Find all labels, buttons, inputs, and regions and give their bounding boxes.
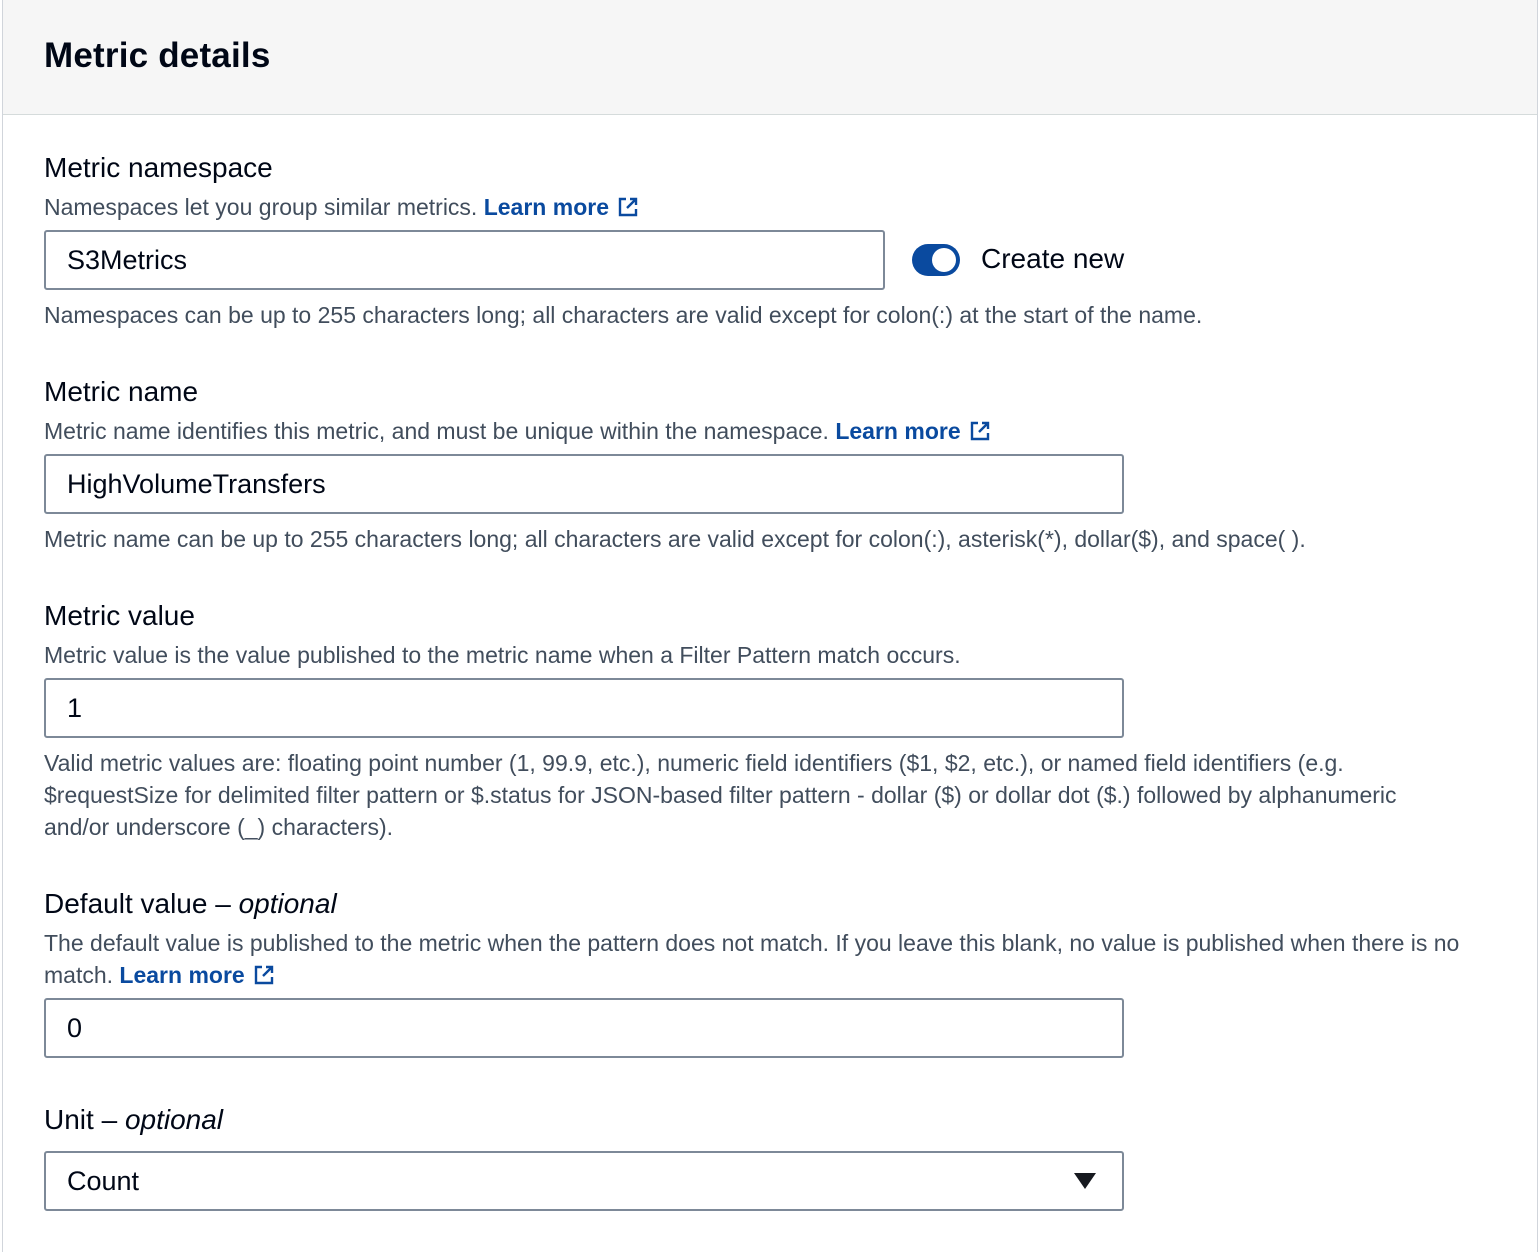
- namespace-description: Namespaces let you group similar metrics.: [44, 194, 478, 220]
- default-value-label-text: Default value: [44, 888, 208, 919]
- unit-selected-value: Count: [67, 1166, 140, 1196]
- namespace-label: Metric namespace: [44, 152, 273, 183]
- panel-title: Metric details: [44, 36, 271, 75]
- metric-value-label: Metric value: [44, 600, 195, 631]
- namespace-learn-more-link[interactable]: [484, 194, 639, 220]
- metric-value-constraint: Valid metric values are: floating point number (1, 99.9, etc.), numeric field identifiers ($1, $2, etc.), or named field identifiers (e.g. $requestSize for delimited filter pattern or $.status for JSON-based filter pattern - dollar ($) or dollar dot ($.) followed by alphanumeric and/or underscore (_) characters).: [44, 750, 1397, 840]
- external-link-icon: [253, 964, 275, 986]
- unit-label: Unit – optional: [44, 1104, 224, 1135]
- unit-select[interactable]: [44, 1151, 1124, 1211]
- unit-optional: optional: [124, 1104, 224, 1135]
- default-value-optional: optional: [238, 888, 337, 919]
- metric-name-description: Metric name identifies this metric, and must be unique within the namespace.: [44, 418, 829, 444]
- create-new-toggle[interactable]: [912, 244, 960, 276]
- metric-name-learn-more-text: Learn more: [835, 418, 961, 444]
- namespace-learn-more-text: Learn more: [483, 194, 609, 220]
- toggle-knob: [932, 248, 956, 272]
- metric-name-learn-more-link[interactable]: [835, 418, 990, 444]
- default-value-description-row: [44, 927, 1464, 991]
- metric-name-label: Metric name: [44, 376, 199, 407]
- default-value-input[interactable]: 0: [44, 998, 1124, 1058]
- namespace-constraint: Namespaces can be up to 255 characters long; all characters are valid except for colon(:) at the start of the name.: [44, 302, 1203, 328]
- create-new-label: Create new: [981, 243, 1125, 274]
- metric-name-description-row: [44, 415, 991, 447]
- default-value-label: Default value – optional: [44, 888, 337, 919]
- metric-name-input[interactable]: HighVolumeTransfers: [44, 454, 1124, 514]
- default-value-description: The default value is published to the metric when the pattern does not match. If you leave this blank, no value is published when there is no match.: [44, 930, 1460, 988]
- metric-name-constraint: Metric name can be up to 255 characters long; all characters are valid except for colon(:), asterisk(*), dollar($), and space( ).: [44, 526, 1306, 552]
- unit-label-text: Unit: [44, 1104, 94, 1135]
- metric-value-input[interactable]: 1: [44, 678, 1124, 738]
- panel-header: [3, 0, 1537, 115]
- metric-details-panel: [2, 0, 1538, 1252]
- namespace-description-row: [44, 191, 639, 223]
- default-value-learn-more-link[interactable]: [119, 962, 274, 988]
- external-link-icon: [617, 196, 639, 218]
- external-link-icon: [969, 420, 991, 442]
- namespace-input[interactable]: S3Metrics: [44, 230, 885, 290]
- metric-value-description: Metric value is the value published to the metric name when a Filter Pattern match occurs.: [44, 642, 961, 668]
- caret-down-icon: [1074, 1173, 1096, 1189]
- default-value-learn-more-text: Learn more: [119, 962, 245, 988]
